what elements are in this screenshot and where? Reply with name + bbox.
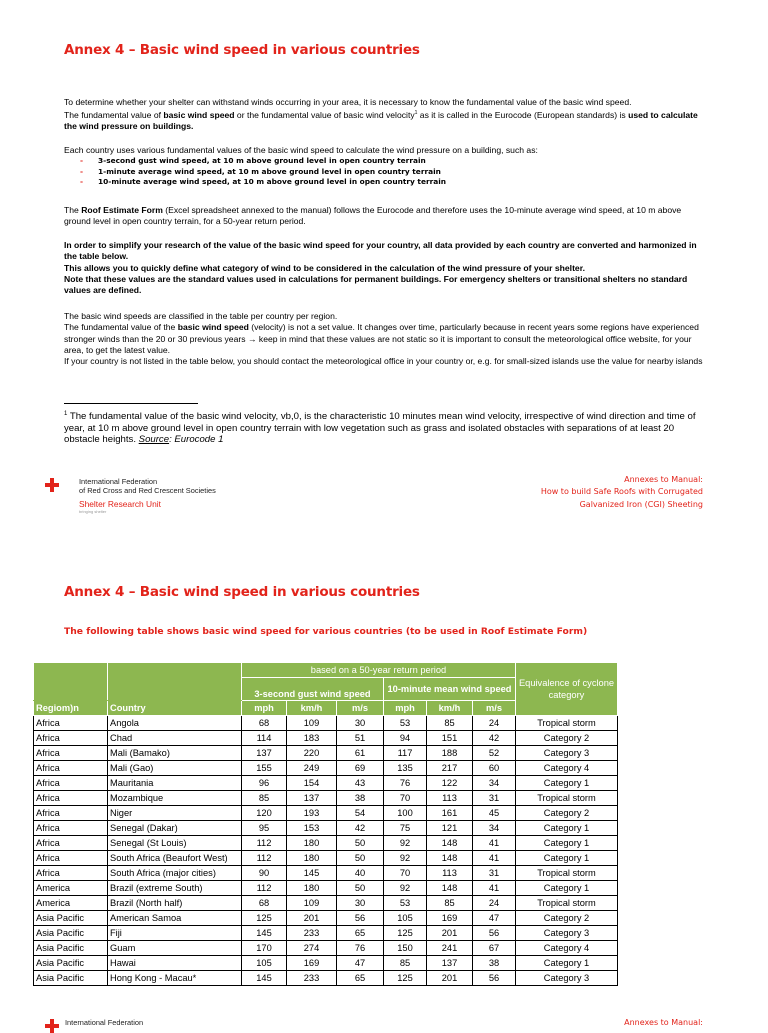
cell-gust-kmh: 233 (287, 971, 337, 986)
cell-gust-ms: 50 (337, 881, 384, 896)
annex-note: Annexes to Manual: How to build Safe Roofs with Corrugated Galvanized Iron (CGI) Sheeting (540, 475, 703, 509)
cell-category: Category 1 (516, 881, 618, 896)
cell-region: America (34, 896, 108, 911)
header-mean: 10-minute mean wind speed (384, 678, 516, 701)
cell-region: Africa (34, 821, 108, 836)
cell-category: Category 4 (516, 761, 618, 776)
cell-region: Africa (34, 791, 108, 806)
cell-country: Mozambique (108, 791, 242, 806)
footnote: $^1$ The fundamental value of the basic wind velocity, vb,0, is the characteristic 10 minutes mean wind velocity, irrespective of wind direction and time of year, at 10 m above ground level in open country terrain with low vegetation such as grass and isolated obstacles with separations of at least 20 obstacle heights. Source: Eurocode 1 (64, 411, 696, 446)
cell-mean-mph: 53 (384, 896, 427, 911)
cell-country: Mauritania (108, 776, 242, 791)
cell-mean-kmh: 113 (427, 866, 473, 881)
cell-country: Mali (Gao) (108, 761, 242, 776)
bullet-marker: - (80, 156, 84, 165)
cell-region: Africa (34, 866, 108, 881)
table-row (34, 716, 618, 731)
cell-mean-ms: 52 (473, 746, 516, 761)
cell-mean-kmh: 148 (427, 836, 473, 851)
cell-mean-mph: 92 (384, 851, 427, 866)
cell-gust-ms: 50 (337, 836, 384, 851)
cell-category: Category 2 (516, 806, 618, 821)
table-row (34, 746, 618, 761)
cell-gust-kmh: 249 (287, 761, 337, 776)
cell-mean-mph: 100 (384, 806, 427, 821)
cell-category: Category 2 (516, 911, 618, 926)
cell-gust-mph: 114 (242, 731, 287, 746)
cell-mean-kmh: 137 (427, 956, 473, 971)
cell-mean-kmh: 85 (427, 716, 473, 731)
cell-mean-ms: 56 (473, 971, 516, 986)
cell-region: Asia Pacific (34, 911, 108, 926)
red-crescent-icon (61, 478, 73, 492)
cell-category: Tropical storm (516, 791, 618, 806)
cell-gust-ms: 30 (337, 896, 384, 911)
cell-region: Africa (34, 806, 108, 821)
cell-mean-kmh: 85 (427, 896, 473, 911)
wind-speed-table (33, 662, 618, 986)
bullet-marker: - (80, 177, 84, 187)
org-name: International Federation (79, 477, 158, 486)
cell-mean-ms: 67 (473, 941, 516, 956)
table-row (34, 971, 618, 986)
cell-country: Niger (108, 806, 242, 821)
cell-gust-mph: 105 (242, 956, 287, 971)
cell-gust-kmh: 154 (287, 776, 337, 791)
table-row (34, 806, 618, 821)
cell-mean-kmh: 148 (427, 881, 473, 896)
cell-gust-ms: 30 (337, 716, 384, 731)
org-name: of Red Cross and Red Crescent Societies (79, 486, 216, 495)
cell-country: Brazil (extreme South) (108, 881, 242, 896)
col-kmh: km/h (427, 701, 473, 716)
cell-mean-mph: 70 (384, 791, 427, 806)
cell-gust-mph: 170 (242, 941, 287, 956)
cell-gust-mph: 68 (242, 716, 287, 731)
cell-gust-ms: 54 (337, 806, 384, 821)
highlight-text: In order to simplify your research of the value of the basic wind speed for your country, all data provided by each country are converted and harmonized in the table below. This allows you to quickly define what category of wind to be considered in the calculation of the wind pressure of your shelter. Note that these values are the standard values used in calculations for permanent buildings. For emergency shelters or transitional shelters no standard values are defined. (64, 240, 697, 296)
table-row (34, 941, 618, 956)
table-row (34, 791, 618, 806)
list-item: - 10-minute average wind speed, at 10 m above ground level in open country terrain (80, 177, 447, 187)
cell-country: Brazil (North half) (108, 896, 242, 911)
cell-mean-kmh: 201 (427, 971, 473, 986)
col-country: Country (108, 701, 242, 716)
cell-mean-kmh: 217 (427, 761, 473, 776)
cell-country: Chad (108, 731, 242, 746)
list-item: - 1-minute average wind speed, at 10 m above ground level in open country terrain (80, 166, 441, 176)
cell-mean-mph: 94 (384, 731, 427, 746)
cell-gust-ms: 42 (337, 821, 384, 836)
list-item: - 3-second gust wind speed, at 10 m above ground level in open country terrain (80, 156, 426, 165)
table-row (34, 896, 618, 911)
cell-mean-kmh: 113 (427, 791, 473, 806)
cell-country: South Africa (major cities) (108, 866, 242, 881)
header-period: based on a 50-year return period (242, 663, 516, 678)
cell-region: Africa (34, 716, 108, 731)
cell-country: Mali (Bamako) (108, 746, 242, 761)
cell-category: Tropical storm (516, 716, 618, 731)
table-row (34, 776, 618, 791)
cell-gust-kmh: 180 (287, 851, 337, 866)
red-cross-icon (45, 1019, 59, 1033)
cell-mean-ms: 31 (473, 791, 516, 806)
cell-gust-mph: 155 (242, 761, 287, 776)
cell-country: Fiji (108, 926, 242, 941)
cell-region: Africa (34, 746, 108, 761)
red-cross-icon (45, 478, 59, 492)
page-title: Annex 4 – Basic wind speed in various countries (64, 42, 420, 58)
cell-country: American Samoa (108, 911, 242, 926)
cell-mean-kmh: 188 (427, 746, 473, 761)
cell-category: Category 3 (516, 926, 618, 941)
cell-gust-ms: 40 (337, 866, 384, 881)
cell-gust-kmh: 180 (287, 836, 337, 851)
cell-mean-kmh: 148 (427, 851, 473, 866)
header-equivalence: Equivalence of cyclone category (516, 663, 618, 716)
cell-mean-mph: 53 (384, 716, 427, 731)
table-row (34, 836, 618, 851)
cell-country: South Africa (Beaufort West) (108, 851, 242, 866)
cell-gust-kmh: 137 (287, 791, 337, 806)
col-mph: mph (242, 701, 287, 716)
cell-mean-ms: 41 (473, 836, 516, 851)
cell-mean-ms: 60 (473, 761, 516, 776)
cell-category: Category 2 (516, 731, 618, 746)
cell-gust-mph: 112 (242, 836, 287, 851)
cell-mean-kmh: 121 (427, 821, 473, 836)
tagline: bringing shelter (79, 509, 107, 514)
cell-mean-mph: 125 (384, 926, 427, 941)
cell-mean-mph: 105 (384, 911, 427, 926)
cell-gust-ms: 65 (337, 926, 384, 941)
cell-mean-ms: 24 (473, 896, 516, 911)
table-row (34, 761, 618, 776)
cell-mean-kmh: 122 (427, 776, 473, 791)
header-gust: 3-second gust wind speed (242, 678, 384, 701)
cell-gust-ms: 47 (337, 956, 384, 971)
cell-mean-ms: 34 (473, 821, 516, 836)
annex-note: Annexes to Manual: (624, 1018, 703, 1027)
cell-gust-kmh: 145 (287, 866, 337, 881)
cell-category: Category 1 (516, 776, 618, 791)
cell-mean-ms: 34 (473, 776, 516, 791)
cell-category: Tropical storm (516, 866, 618, 881)
cell-category: Category 1 (516, 821, 618, 836)
paragraph: The fundamental value of basic wind speed or the fundamental value of basic wind velocity$^1$ as it is called in the Eurocode (European standards) is used to calculate the wind pressure on buildings. (64, 110, 698, 132)
paragraph-group: The basic wind speeds are classified in the table per country per region. The fundamental value of the basic wind speed (velocity) is not a set value. It changes over time, particularly because in recent years some regions have experienced stronger winds than the 20 or 30 previous years → keep in mind that these values are not static so it is important to consult the meteorological office website, for your area, to get the latest value. If your country is not listed in the table below, you should contact the meteorological office in your country or, e.g. for small-sized islands use the value for nearby islands (64, 311, 703, 367)
cell-country: Senegal (St Louis) (108, 836, 242, 851)
cell-gust-mph: 85 (242, 791, 287, 806)
cell-mean-mph: 125 (384, 971, 427, 986)
cell-region: Asia Pacific (34, 926, 108, 941)
cell-gust-kmh: 109 (287, 716, 337, 731)
page-title: Annex 4 – Basic wind speed in various countries (64, 584, 420, 600)
cell-region: Africa (34, 731, 108, 746)
cell-gust-kmh: 220 (287, 746, 337, 761)
cell-gust-kmh: 201 (287, 911, 337, 926)
cell-gust-mph: 137 (242, 746, 287, 761)
cell-mean-ms: 47 (473, 911, 516, 926)
bullet-marker: - (80, 166, 84, 176)
cell-mean-ms: 38 (473, 956, 516, 971)
cell-mean-kmh: 169 (427, 911, 473, 926)
table-row (34, 926, 618, 941)
cell-gust-mph: 120 (242, 806, 287, 821)
cell-gust-mph: 90 (242, 866, 287, 881)
paragraph: The Roof Estimate Form (Excel spreadsheet annexed to the manual) follows the Eurocode and therefore uses the 10-minute average wind speed, at 10 m above ground level in open country terrain, for a 50-year return period. (64, 205, 682, 227)
col-ms: m/s (473, 701, 516, 716)
cell-mean-mph: 76 (384, 776, 427, 791)
table-row (34, 821, 618, 836)
cell-mean-ms: 41 (473, 851, 516, 866)
cell-gust-mph: 145 (242, 971, 287, 986)
cell-mean-ms: 41 (473, 881, 516, 896)
paragraph: Each country uses various fundamental values of the basic wind speed to calculate the wind pressure on a building, such as: (64, 145, 538, 155)
cell-category: Category 3 (516, 971, 618, 986)
cell-category: Category 1 (516, 836, 618, 851)
cell-gust-mph: 125 (242, 911, 287, 926)
cell-gust-kmh: 169 (287, 956, 337, 971)
col-ms: m/s (337, 701, 384, 716)
cell-mean-mph: 150 (384, 941, 427, 956)
cell-gust-kmh: 183 (287, 731, 337, 746)
cell-gust-kmh: 233 (287, 926, 337, 941)
col-kmh: km/h (287, 701, 337, 716)
paragraph: To determine whether your shelter can withstand winds occurring in your area, it is necessary to know the fundamental value of the basic wind speed. (64, 97, 632, 107)
cell-gust-ms: 43 (337, 776, 384, 791)
cell-gust-kmh: 180 (287, 881, 337, 896)
table-row (34, 866, 618, 881)
unit-name: Shelter Research Unit (79, 499, 161, 509)
cell-gust-kmh: 109 (287, 896, 337, 911)
cell-mean-ms: 31 (473, 866, 516, 881)
org-name: International Federation (65, 1018, 144, 1027)
cell-gust-ms: 51 (337, 731, 384, 746)
cell-mean-kmh: 161 (427, 806, 473, 821)
cell-gust-ms: 56 (337, 911, 384, 926)
cell-mean-mph: 85 (384, 956, 427, 971)
cell-region: Asia Pacific (34, 941, 108, 956)
ifrc-logo (45, 1018, 143, 1033)
cell-country: Angola (108, 716, 242, 731)
header-row (34, 663, 618, 678)
cell-gust-ms: 50 (337, 851, 384, 866)
table-row (34, 851, 618, 866)
cell-country: Hawai (108, 956, 242, 971)
bullet-list (80, 156, 446, 188)
cell-mean-mph: 92 (384, 836, 427, 851)
cell-gust-mph: 145 (242, 926, 287, 941)
cell-mean-mph: 70 (384, 866, 427, 881)
cell-mean-mph: 92 (384, 881, 427, 896)
cell-gust-mph: 96 (242, 776, 287, 791)
col-region: Regiom)n (34, 701, 108, 716)
cell-gust-kmh: 193 (287, 806, 337, 821)
table-row (34, 956, 618, 971)
cell-region: Africa (34, 761, 108, 776)
cell-region: Asia Pacific (34, 956, 108, 971)
cell-mean-mph: 117 (384, 746, 427, 761)
cell-gust-kmh: 153 (287, 821, 337, 836)
cell-gust-mph: 95 (242, 821, 287, 836)
cell-mean-mph: 135 (384, 761, 427, 776)
intro-text (64, 97, 704, 133)
cell-category: Tropical storm (516, 896, 618, 911)
cell-region: Asia Pacific (34, 971, 108, 986)
cell-mean-ms: 24 (473, 716, 516, 731)
cell-category: Category 1 (516, 956, 618, 971)
cell-region: Africa (34, 776, 108, 791)
cell-gust-ms: 38 (337, 791, 384, 806)
cell-region: America (34, 881, 108, 896)
cell-mean-ms: 56 (473, 926, 516, 941)
table-row (34, 911, 618, 926)
table-row (34, 731, 618, 746)
cell-region: Africa (34, 851, 108, 866)
cell-country: Hong Kong - Macau* (108, 971, 242, 986)
cell-gust-kmh: 274 (287, 941, 337, 956)
cell-gust-mph: 68 (242, 896, 287, 911)
cell-country: Guam (108, 941, 242, 956)
cell-gust-ms: 69 (337, 761, 384, 776)
cell-category: Category 3 (516, 746, 618, 761)
table-row (34, 881, 618, 896)
cell-gust-mph: 112 (242, 881, 287, 896)
cell-mean-ms: 42 (473, 731, 516, 746)
cell-mean-kmh: 201 (427, 926, 473, 941)
cell-gust-mph: 112 (242, 851, 287, 866)
cell-gust-ms: 61 (337, 746, 384, 761)
cell-mean-kmh: 151 (427, 731, 473, 746)
cell-country: Senegal (Dakar) (108, 821, 242, 836)
footnote-divider (64, 403, 198, 404)
cell-category: Category 4 (516, 941, 618, 956)
cell-mean-ms: 45 (473, 806, 516, 821)
ifrc-logo (45, 477, 216, 514)
cell-gust-ms: 76 (337, 941, 384, 956)
table-intro: The following table shows basic wind speed for various countries (to be used in Roof Estimate Form) (64, 626, 588, 637)
cell-mean-kmh: 241 (427, 941, 473, 956)
cell-category: Category 1 (516, 851, 618, 866)
cell-region: Africa (34, 836, 108, 851)
col-mph: mph (384, 701, 427, 716)
cell-gust-ms: 65 (337, 971, 384, 986)
table-body (34, 716, 618, 986)
cell-mean-mph: 75 (384, 821, 427, 836)
